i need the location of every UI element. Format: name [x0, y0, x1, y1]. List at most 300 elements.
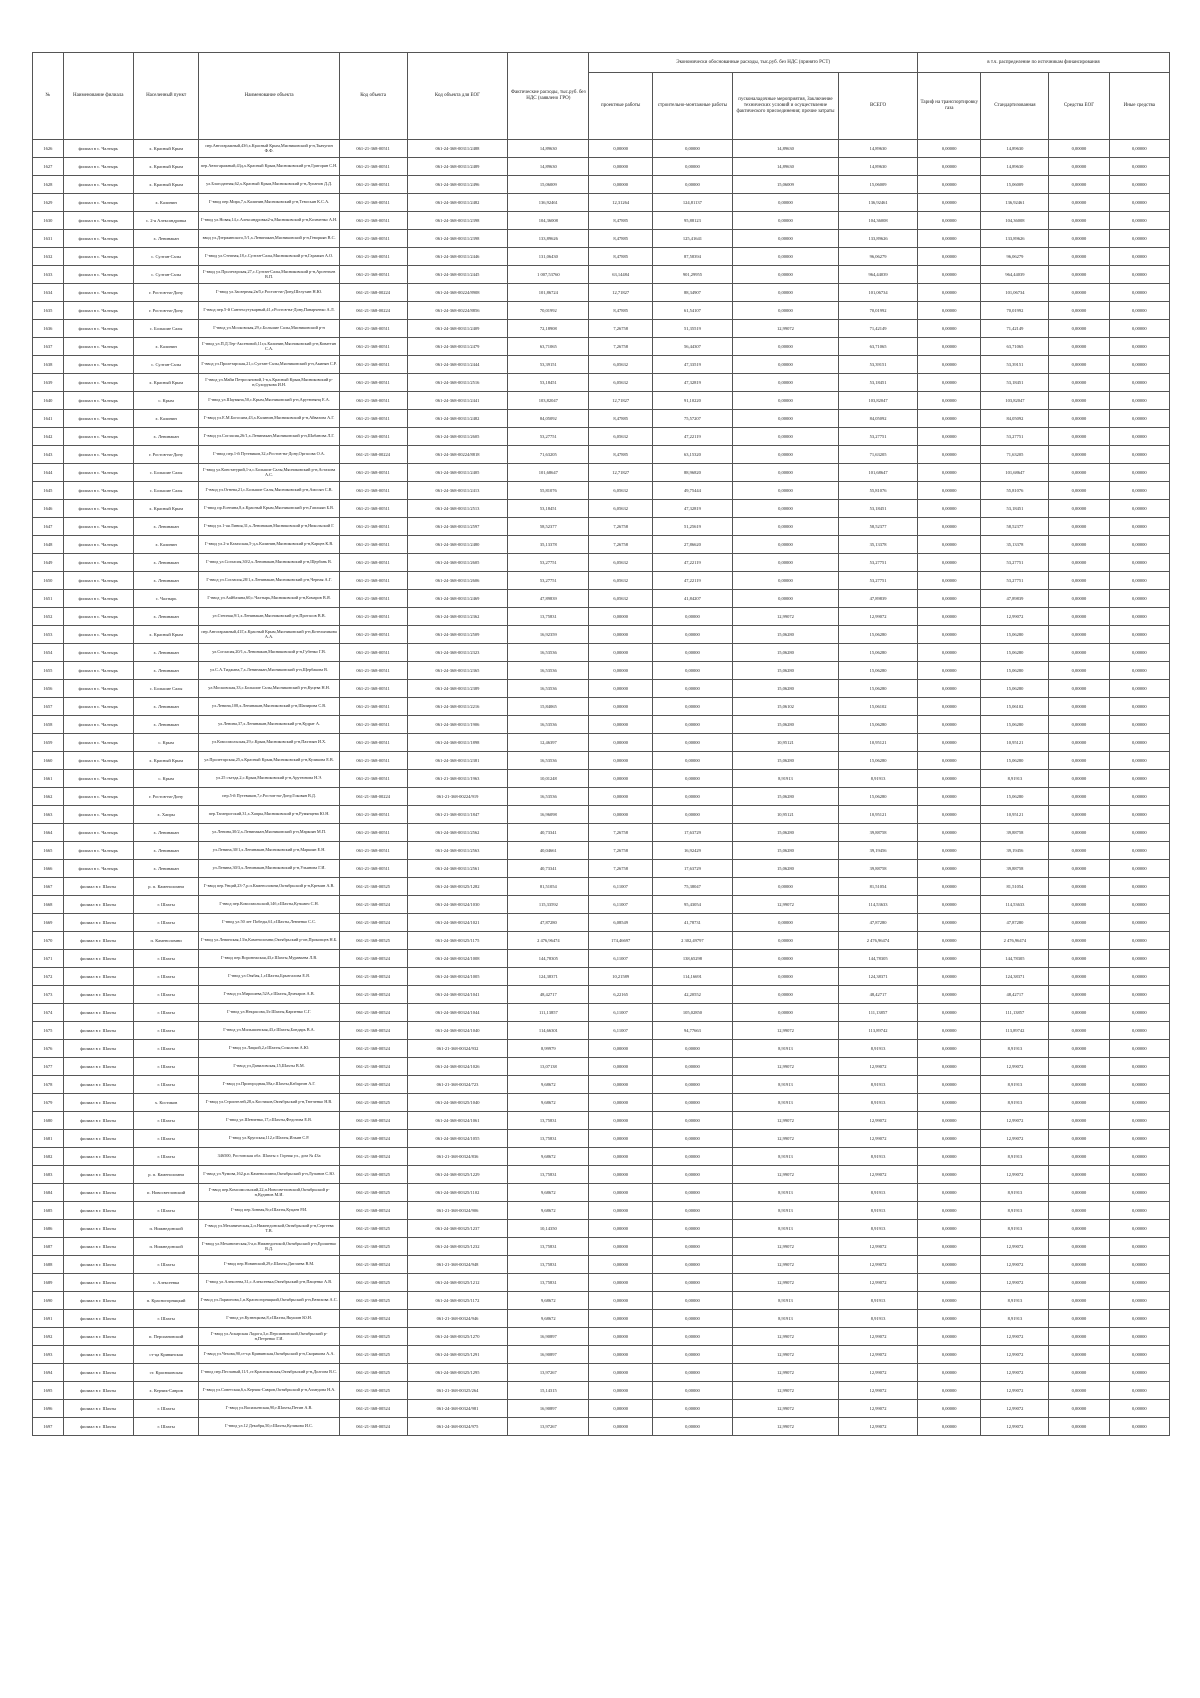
cell-construction: 0,00000 — [652, 1202, 732, 1220]
cell-other-funds: 0,00000 — [1109, 1202, 1169, 1220]
cell-standard: 53,39151 — [981, 356, 1049, 374]
cell-object-code: 061-21-368-00524 — [339, 896, 407, 914]
cell-branch: филиал в г. Шахты — [63, 1184, 133, 1202]
cell-locality: х. Калинин — [133, 338, 199, 356]
cell-object-code: 061-21-368-00524 — [339, 1310, 407, 1328]
cell-other-costs: 0,00000 — [732, 536, 838, 554]
cell-num: 1666 — [33, 860, 64, 878]
table-row — [33, 716, 1170, 734]
cell-total: 15,06009 — [839, 176, 918, 194]
cell-object-code: 061-21-368-00524 — [339, 914, 407, 932]
cell-branch: филиал в с. Чалтырь — [63, 806, 133, 824]
cell-standard: 14,89630 — [981, 158, 1049, 176]
cell-design: 7,26758 — [589, 536, 653, 554]
cell-total: 2 476,96474 — [839, 932, 918, 950]
table-row — [33, 446, 1170, 464]
cell-object-name: Г-ввод ул.Огнева,21,с.Большие Салы,Мясниковский р-н,Амосян С.В. — [199, 482, 339, 500]
cell-object-name: пер.Автогаражный,41Г,х.Красный Крым,Мясниковский р-н,Котельникова А.А. — [199, 626, 339, 644]
cell-branch: филиал в с. Чалтырь — [63, 212, 133, 230]
cell-tariff: 0,00000 — [917, 734, 981, 752]
cell-total: 70,01992 — [839, 302, 918, 320]
cell-eog-code: 061-21-368-00324/836 — [407, 1148, 508, 1166]
cell-locality: х. Костиков — [133, 1094, 199, 1112]
cell-other-funds: 0,00000 — [1109, 662, 1169, 680]
cell-other-costs: 10,95121 — [732, 734, 838, 752]
table-row — [33, 662, 1170, 680]
cell-standard: 96,06279 — [981, 248, 1049, 266]
cell-locality: х. Хапры — [133, 806, 199, 824]
cell-object-code: 061-21-368-00511 — [339, 824, 407, 842]
cell-total: 47,89839 — [839, 590, 918, 608]
cell-design: 0,00000 — [589, 1238, 653, 1256]
cell-object-code: 061-21-368-00511 — [339, 482, 407, 500]
cell-branch: филиал в с. Чалтырь — [63, 320, 133, 338]
cell-object-name: Г-ввод пер.Зонная,8г,г.Шахты,Куцаев Р.И. — [199, 1202, 339, 1220]
table-row — [33, 1346, 1170, 1364]
cell-standard: 124,38371 — [981, 968, 1049, 986]
cell-design: 6,05632 — [589, 554, 653, 572]
cell-tariff: 0,00000 — [917, 248, 981, 266]
cell-actual: 48,42717 — [508, 986, 589, 1004]
table-row — [33, 734, 1170, 752]
cell-other-funds: 0,00000 — [1109, 266, 1169, 284]
cell-tariff: 0,00000 — [917, 752, 981, 770]
cell-other-costs: 0,00000 — [732, 428, 838, 446]
cell-total: 12,99072 — [839, 1256, 918, 1274]
cell-num: 1640 — [33, 392, 64, 410]
cell-standard: 2 476,96474 — [981, 932, 1049, 950]
cell-eog-funds: 0,00000 — [1049, 482, 1109, 500]
cell-eog-funds: 0,00000 — [1049, 1256, 1109, 1274]
cell-actual: 133,89626 — [508, 230, 589, 248]
cell-tariff: 0,00000 — [917, 194, 981, 212]
header-object-name: Наименование объекта — [199, 53, 339, 140]
cell-design: 12,71827 — [589, 392, 653, 410]
cell-num: 1683 — [33, 1166, 64, 1184]
table-row — [33, 482, 1170, 500]
cell-design: 6,11007 — [589, 896, 653, 914]
cell-construction: 0,00000 — [652, 1148, 732, 1166]
cell-design: 6,05632 — [589, 572, 653, 590]
cell-actual: 9,68672 — [508, 1310, 589, 1328]
cell-tariff: 0,00000 — [917, 338, 981, 356]
table-row — [33, 158, 1170, 176]
cell-tariff: 0,00000 — [917, 914, 981, 932]
cell-eog-code: 061-24-368-00311/2389 — [407, 680, 508, 698]
cell-locality: х. Ленинакан — [133, 698, 199, 716]
cell-total: 8,91913 — [839, 1094, 918, 1112]
cell-other-funds: 0,00000 — [1109, 1058, 1169, 1076]
cell-standard: 101,06734 — [981, 284, 1049, 302]
cell-design: 0,00000 — [589, 1148, 653, 1166]
cell-total: 53,18451 — [839, 500, 918, 518]
cell-eog-funds: 0,00000 — [1049, 662, 1109, 680]
cell-object-name: Г-ввод ул.Ларионова,1,п.Красногорняцкий,Октябрьский р-н,Евтихова А.С. — [199, 1292, 339, 1310]
cell-object-code: 061-21-368-00511 — [339, 572, 407, 590]
cell-tariff: 0,00000 — [917, 482, 981, 500]
cell-eog-code: 061-24-368-00311/2488 — [407, 140, 508, 158]
cell-branch: филиал в г. Шахты — [63, 1400, 133, 1418]
cell-other-funds: 0,00000 — [1109, 680, 1169, 698]
cell-standard: 39,88758 — [981, 860, 1049, 878]
table-row — [33, 230, 1170, 248]
cell-branch: филиал в с. Чалтырь — [63, 860, 133, 878]
cell-actual: 114,66301 — [508, 1022, 589, 1040]
cell-standard: 55,81076 — [981, 482, 1049, 500]
cell-eog-code: 061-21-368-00324/948 — [407, 1256, 508, 1274]
cell-eog-funds: 0,00000 — [1049, 1382, 1109, 1400]
cell-locality: х. Ленинакан — [133, 572, 199, 590]
cell-actual: 53,27751 — [508, 428, 589, 446]
cell-other-costs: 0,00000 — [732, 878, 838, 896]
cell-other-costs: 8,91913 — [732, 1094, 838, 1112]
cell-num: 1632 — [33, 248, 64, 266]
cell-locality: х. Ленинакан — [133, 428, 199, 446]
header-construction: строительно-монтажные работы — [652, 73, 732, 140]
cell-construction: 2 302,49797 — [652, 932, 732, 950]
cell-object-code: 061-21-368-00511 — [339, 266, 407, 284]
cell-total: 15,06280 — [839, 788, 918, 806]
cell-object-code: 061-21-368-00524 — [339, 1004, 407, 1022]
cell-object-code: 061-21-368-00511 — [339, 842, 407, 860]
table-row — [33, 1148, 1170, 1166]
cell-other-costs: 0,00000 — [732, 194, 838, 212]
cell-eog-code: 061-21-368-00324/723 — [407, 1076, 508, 1094]
table-row — [33, 1112, 1170, 1130]
cell-object-name: Г-ввод пер.5-й Сантехсутукарный,41,г.Ростов-на-Дону,Панарченко А.Л. — [199, 302, 339, 320]
cell-design: 0,00000 — [589, 1382, 653, 1400]
cell-other-funds: 0,00000 — [1109, 1166, 1169, 1184]
cell-branch: филиал в г. Шахты — [63, 1418, 133, 1436]
cell-num: 1677 — [33, 1058, 64, 1076]
cell-construction: 51,25619 — [652, 518, 732, 536]
cell-total: 12,99072 — [839, 1400, 918, 1418]
table-row — [33, 1364, 1170, 1382]
cell-design: 6,05632 — [589, 590, 653, 608]
cell-standard: 10,95121 — [981, 806, 1049, 824]
cell-actual: 13,75831 — [508, 1274, 589, 1292]
cell-other-costs: 8,91913 — [732, 1184, 838, 1202]
cell-num: 1646 — [33, 500, 64, 518]
cell-total: 8,91913 — [839, 770, 918, 788]
cell-branch: филиал в г. Шахты — [63, 1166, 133, 1184]
cell-eog-code: 061-24-368-00325/1212 — [407, 1274, 508, 1292]
table-row — [33, 302, 1170, 320]
cell-eog-code: 061-24-368-00325/1291 — [407, 1346, 508, 1364]
cell-other-costs: 8,91913 — [732, 1220, 838, 1238]
cell-standard: 39,88758 — [981, 824, 1049, 842]
cell-object-name: пер.Таганрогский,31,х.Хапры,Мясниковский р-н,Румянцева Ю.Н. — [199, 806, 339, 824]
cell-other-funds: 0,00000 — [1109, 194, 1169, 212]
cell-other-costs: 14,89630 — [732, 140, 838, 158]
cell-total: 15,06102 — [839, 698, 918, 716]
cell-other-funds: 0,00000 — [1109, 1004, 1169, 1022]
cell-object-name: ул.Ленина,30/3,х.Ленинакан,Мясниковский р-н,Ульянова Г.И. — [199, 860, 339, 878]
cell-standard: 12,99072 — [981, 1166, 1049, 1184]
cell-construction: 75,57207 — [652, 410, 732, 428]
header-tariff: Тариф на транспортировку газа — [917, 73, 981, 140]
cell-object-code: 061-21-368-00511 — [339, 410, 407, 428]
cell-total: 15,06280 — [839, 680, 918, 698]
table-row — [33, 752, 1170, 770]
table-row — [33, 1256, 1170, 1274]
cell-total: 8,91913 — [839, 1076, 918, 1094]
cell-num: 1686 — [33, 1220, 64, 1238]
cell-construction: 0,00000 — [652, 1238, 732, 1256]
cell-design: 6,22165 — [589, 986, 653, 1004]
cell-other-costs: 8,91913 — [732, 770, 838, 788]
cell-total: 15,06280 — [839, 644, 918, 662]
cell-other-funds: 0,00000 — [1109, 878, 1169, 896]
cell-construction: 105,02850 — [652, 1004, 732, 1022]
cell-locality: х. Красный Крым — [133, 500, 199, 518]
table-row — [33, 806, 1170, 824]
cell-standard: 63,71065 — [981, 338, 1049, 356]
cell-eog-funds: 0,00000 — [1049, 644, 1109, 662]
cell-num: 1671 — [33, 950, 64, 968]
cell-object-code: 061-21-368-00511 — [339, 680, 407, 698]
cell-construction: 0,00000 — [652, 644, 732, 662]
cell-total: 101,06734 — [839, 284, 918, 302]
cell-actual: 13,75831 — [508, 1166, 589, 1184]
cell-actual: 103,82047 — [508, 392, 589, 410]
cell-object-code: 061-21-368-00525 — [339, 1094, 407, 1112]
cell-branch: филиал в г. Шахты — [63, 914, 133, 932]
cell-design: 0,00000 — [589, 1112, 653, 1130]
cell-tariff: 0,00000 — [917, 590, 981, 608]
cell-other-costs: 8,91913 — [732, 1292, 838, 1310]
table-row — [33, 1238, 1170, 1256]
cell-design: 0,00000 — [589, 1040, 653, 1058]
cell-design: 7,26758 — [589, 842, 653, 860]
cell-num: 1673 — [33, 986, 64, 1004]
cell-object-code: 061-21-368-00511 — [339, 158, 407, 176]
cell-object-code: 061-21-368-00524 — [339, 950, 407, 968]
cell-tariff: 0,00000 — [917, 662, 981, 680]
cell-total: 8,91913 — [839, 1202, 918, 1220]
cell-design: 0,00000 — [589, 1364, 653, 1382]
table-row — [33, 1058, 1170, 1076]
cell-total: 39,19456 — [839, 842, 918, 860]
table-row — [33, 1418, 1170, 1436]
cell-eog-code: 061-24-368-00311/2446 — [407, 248, 508, 266]
cell-actual: 111,13857 — [508, 1004, 589, 1022]
cell-other-funds: 0,00000 — [1109, 770, 1169, 788]
cell-branch: филиал в с. Чалтырь — [63, 464, 133, 482]
cell-tariff: 0,00000 — [917, 1022, 981, 1040]
cell-object-code: 061-21-368-00525 — [339, 1382, 407, 1400]
cell-branch: филиал в г. Шахты — [63, 932, 133, 950]
cell-object-code: 061-21-368-00511 — [339, 392, 407, 410]
cell-eog-code: 061-24-368-00224/8856 — [407, 302, 508, 320]
cell-eog-code: 061-24-368-00311/1898 — [407, 734, 508, 752]
cell-branch: филиал в с. Чалтырь — [63, 842, 133, 860]
cell-design: 0,00000 — [589, 1418, 653, 1436]
table-row — [33, 410, 1170, 428]
cell-construction: 0,00000 — [652, 1184, 732, 1202]
cell-eog-funds: 0,00000 — [1049, 1004, 1109, 1022]
table-row — [33, 1328, 1170, 1346]
cell-eog-code: 061-24-368-00325/1229 — [407, 1166, 508, 1184]
table-row — [33, 950, 1170, 968]
cell-design: 6,08549 — [589, 914, 653, 932]
cell-eog-code: 061-24-368-00311/2444 — [407, 356, 508, 374]
cell-total: 114,53633 — [839, 896, 918, 914]
cell-object-code: 061-21-368-00525 — [339, 1274, 407, 1292]
cell-locality: х. Ленинакан — [133, 554, 199, 572]
cell-eog-funds: 0,00000 — [1049, 914, 1109, 932]
cell-actual: 16,90897 — [508, 1328, 589, 1346]
cell-other-funds: 0,00000 — [1109, 950, 1169, 968]
cell-tariff: 0,00000 — [917, 1256, 981, 1274]
cell-object-code: 061-21-368-00224 — [339, 788, 407, 806]
cell-tariff: 0,00000 — [917, 518, 981, 536]
table-body — [33, 140, 1170, 1436]
cell-tariff: 0,00000 — [917, 572, 981, 590]
table-row — [33, 266, 1170, 284]
cell-standard: 144,78305 — [981, 950, 1049, 968]
cell-eog-code: 061-24-368-00311/2605 — [407, 554, 508, 572]
cell-design: 0,00000 — [589, 1094, 653, 1112]
cell-tariff: 0,00000 — [917, 1274, 981, 1292]
cell-locality: г. Шахты — [133, 914, 199, 932]
cell-total: 12,99072 — [839, 608, 918, 626]
cell-actual: 115,33592 — [508, 896, 589, 914]
cell-num: 1676 — [33, 1040, 64, 1058]
cell-eog-code: 061-24-368-00325/1040 — [407, 1094, 508, 1112]
cell-locality: с. Султан-Салы — [133, 266, 199, 284]
cell-object-code: 061-21-368-00511 — [339, 500, 407, 518]
cell-eog-code: 061-24-368-00311/2413 — [407, 482, 508, 500]
cell-standard: 53,18451 — [981, 374, 1049, 392]
cell-eog-code: 061-24-368-00311/2216 — [407, 698, 508, 716]
cell-design: 6,11007 — [589, 878, 653, 896]
cell-actual: 16,90897 — [508, 1346, 589, 1364]
table-row — [33, 1094, 1170, 1112]
cell-object-code: 061-21-368-00525 — [339, 878, 407, 896]
cell-num: 1642 — [33, 428, 64, 446]
cell-standard: 8,91913 — [981, 1040, 1049, 1058]
cell-object-name: Г-ввод ул.2-я Казахская,5-д,х.Калинин,Мясниковский р-н,Карцев К.В. — [199, 536, 339, 554]
cell-num: 1631 — [33, 230, 64, 248]
cell-branch: филиал в с. Чалтырь — [63, 590, 133, 608]
cell-object-name: Г-ввод ул.Майи Петросяновой,1-в,х.Красный Крым,Мясниковский р-н,Сухорукова И.Н. — [199, 374, 339, 392]
cell-tariff: 0,00000 — [917, 860, 981, 878]
cell-design: 0,00000 — [589, 1130, 653, 1148]
cell-object-name: ввод ул.Дзержинского,5/1,х.Ленинакан,Мясниковский р-н,Геворкян В.С. — [199, 230, 339, 248]
cell-actual: 16,53536 — [508, 788, 589, 806]
cell-eog-code: 061-24-368-00311/2398 — [407, 212, 508, 230]
cell-object-name: 346500, Ростовская обл. Шахты г. Горная ул., дом № 43а — [199, 1148, 339, 1166]
cell-other-costs: 12,99072 — [732, 1112, 838, 1130]
cell-construction: 88,34907 — [652, 284, 732, 302]
cell-eog-code: 061-24-368-00311/2381 — [407, 752, 508, 770]
cell-locality: с. Чалтырь — [133, 590, 199, 608]
cell-eog-code: 061-24-368-00311/2409 — [407, 320, 508, 338]
cell-tariff: 0,00000 — [917, 1364, 981, 1382]
cell-tariff: 0,00000 — [917, 680, 981, 698]
cell-eog-code: 061-24-368-00311/2563 — [407, 842, 508, 860]
cell-num: 1656 — [33, 680, 64, 698]
cell-total: 71,42149 — [839, 320, 918, 338]
cell-eog-funds: 0,00000 — [1049, 302, 1109, 320]
cell-other-funds: 0,00000 — [1109, 428, 1169, 446]
cell-num: 1679 — [33, 1094, 64, 1112]
header-econ-group: Экономически обоснованные расходы, тыс.руб. без НДС (принято РСТ) — [589, 53, 918, 73]
cell-branch: филиал в г. Шахты — [63, 1130, 133, 1148]
cell-total: 15,06280 — [839, 752, 918, 770]
cell-branch: филиал в с. Чалтырь — [63, 662, 133, 680]
cell-design: 10,21589 — [589, 968, 653, 986]
cell-design: 0,00000 — [589, 176, 653, 194]
cell-standard: 84,05092 — [981, 410, 1049, 428]
cell-tariff: 0,00000 — [917, 1166, 981, 1184]
cell-branch: филиал в с. Чалтырь — [63, 644, 133, 662]
cell-eog-code: 061-21-368-00324/932 — [407, 1040, 508, 1058]
cell-eog-code: 061-24-368-00324/1061 — [407, 1112, 508, 1130]
cell-num: 1644 — [33, 464, 64, 482]
cell-design: 6,11007 — [589, 950, 653, 968]
cell-eog-funds: 0,00000 — [1049, 1310, 1109, 1328]
cell-branch: филиал в с. Чалтырь — [63, 266, 133, 284]
cell-eog-code: 061-21-368-00324/946 — [407, 1310, 508, 1328]
cell-design: 7,26758 — [589, 338, 653, 356]
cell-eog-funds: 0,00000 — [1049, 1184, 1109, 1202]
cell-total: 14,89630 — [839, 158, 918, 176]
cell-locality: х. Красный Крым — [133, 140, 199, 158]
table-row — [33, 968, 1170, 986]
cell-branch: филиал в с. Чалтырь — [63, 230, 133, 248]
cell-tariff: 0,00000 — [917, 1076, 981, 1094]
cell-design: 0,00000 — [589, 752, 653, 770]
cell-actual: 71,63205 — [508, 446, 589, 464]
cell-eog-code: 061-24-368-00324/1040 — [407, 1022, 508, 1040]
cell-eog-funds: 0,00000 — [1049, 446, 1109, 464]
cell-tariff: 0,00000 — [917, 968, 981, 986]
cell-actual: 47,89839 — [508, 590, 589, 608]
cell-total: 964,44039 — [839, 266, 918, 284]
cell-tariff: 0,00000 — [917, 1292, 981, 1310]
cell-standard: 964,44039 — [981, 266, 1049, 284]
cell-construction: 0,00000 — [652, 662, 732, 680]
cell-eog-funds: 0,00000 — [1049, 698, 1109, 716]
cell-other-costs: 12,99072 — [732, 320, 838, 338]
cell-eog-funds: 0,00000 — [1049, 896, 1109, 914]
cell-actual: 1 007,53760 — [508, 266, 589, 284]
cell-actual: 9,68672 — [508, 1076, 589, 1094]
cell-branch: филиал в с. Чалтырь — [63, 698, 133, 716]
cell-eog-funds: 0,00000 — [1049, 1166, 1109, 1184]
cell-eog-funds: 0,00000 — [1049, 500, 1109, 518]
cell-total: 144,78305 — [839, 950, 918, 968]
cell-actual: 15,14315 — [508, 1382, 589, 1400]
cell-other-funds: 0,00000 — [1109, 572, 1169, 590]
cell-actual: 53,27751 — [508, 572, 589, 590]
cell-locality: п. Нижнедонской — [133, 1238, 199, 1256]
cell-construction: 0,00000 — [652, 1310, 732, 1328]
cell-num: 1641 — [33, 410, 64, 428]
cell-locality: г. Шахты — [133, 1256, 199, 1274]
cell-total: 58,52377 — [839, 518, 918, 536]
cell-design: 7,26758 — [589, 824, 653, 842]
cell-other-costs: 15,06280 — [732, 644, 838, 662]
cell-other-costs: 8,91913 — [732, 1040, 838, 1058]
cell-construction: 27,86620 — [652, 536, 732, 554]
document-page — [32, 52, 1170, 1436]
cell-standard: 12,99072 — [981, 1112, 1049, 1130]
cell-num: 1688 — [33, 1256, 64, 1274]
cell-construction: 0,00000 — [652, 158, 732, 176]
